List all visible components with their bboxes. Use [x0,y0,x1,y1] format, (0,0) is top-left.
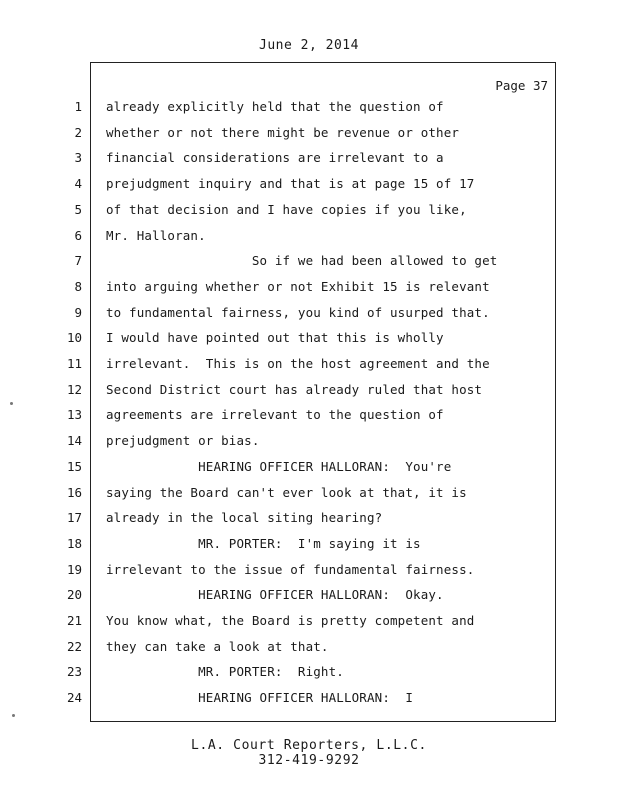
line-number: 4 [74,176,82,192]
line-number: 14 [66,433,82,449]
line-text: irrelevant to the issue of fundamental fairness. [106,561,475,577]
line-number: 17 [66,510,82,526]
line-text: financial considerations are irrelevant to a [106,150,444,166]
line-text: into arguing whether or not Exhibit 15 is relevant [106,278,490,294]
line-number: 21 [66,613,82,628]
line-text: Second District court has already ruled that host [106,381,483,397]
line-number: 12 [66,381,82,397]
line-number: 6 [74,227,82,243]
line-number: 19 [66,561,82,577]
line-number: 24 [66,690,82,706]
transcript-date: June 2, 2014 [259,38,359,53]
line-text: to fundamental fairness, you kind of usurped that. [106,304,490,320]
footer-company: L.A. Court Reporters, L.L.C. [191,738,427,753]
line-number: 13 [66,407,82,423]
line-text: MR. PORTER: Right. [106,664,344,680]
line-number: 7 [74,253,82,269]
line-number: 5 [74,201,82,217]
line-number: 3 [74,150,82,166]
line-text: HEARING OFFICER HALLORAN: Okay. [106,587,444,603]
line-text: prejudgment or bias. [106,433,260,449]
line-text: So if we had been allowed to get [106,253,498,269]
line-number: 8 [74,278,82,294]
line-number: 16 [66,484,82,500]
line-text: irrelevant. This is on the host agreement and the [106,356,490,371]
line-text: whether or not there might be revenue or other [106,124,460,140]
footer-phone: 312-419-9292 [258,753,360,768]
line-number: 23 [66,664,82,680]
line-number: 20 [66,587,82,603]
line-text: already explicitly held that the question of [106,99,444,114]
line-text: HEARING OFFICER HALLORAN: I [106,690,414,706]
line-text: You know what, the Board is pretty competent and [106,613,475,628]
line-text: they can take a look at that. [106,638,329,654]
line-number: 1 [74,99,82,114]
line-number: 9 [74,304,82,320]
scan-mark [10,402,13,405]
line-text: saying the Board can't ever look at that, it is [106,484,467,500]
line-number: 15 [66,458,82,474]
line-number: 18 [66,535,82,551]
line-number: 22 [66,638,82,654]
line-text: Mr. Halloran. [106,227,206,243]
line-text: I would have pointed out that this is wholly [106,330,444,346]
line-text: prejudgment inquiry and that is at page 15 of 17 [106,176,475,192]
page-number: Page 37 [495,78,548,93]
line-text: already in the local siting hearing? [106,510,383,526]
scan-mark [12,714,15,717]
line-text: HEARING OFFICER HALLORAN: You're [106,458,452,474]
line-text: of that decision and I have copies if you like, [106,201,467,217]
line-number: 11 [66,356,82,371]
line-number: 2 [74,124,82,140]
line-text: MR. PORTER: I'm saying it is [106,535,421,551]
line-number: 10 [66,330,82,346]
line-text: agreements are irrelevant to the question of [106,407,444,423]
